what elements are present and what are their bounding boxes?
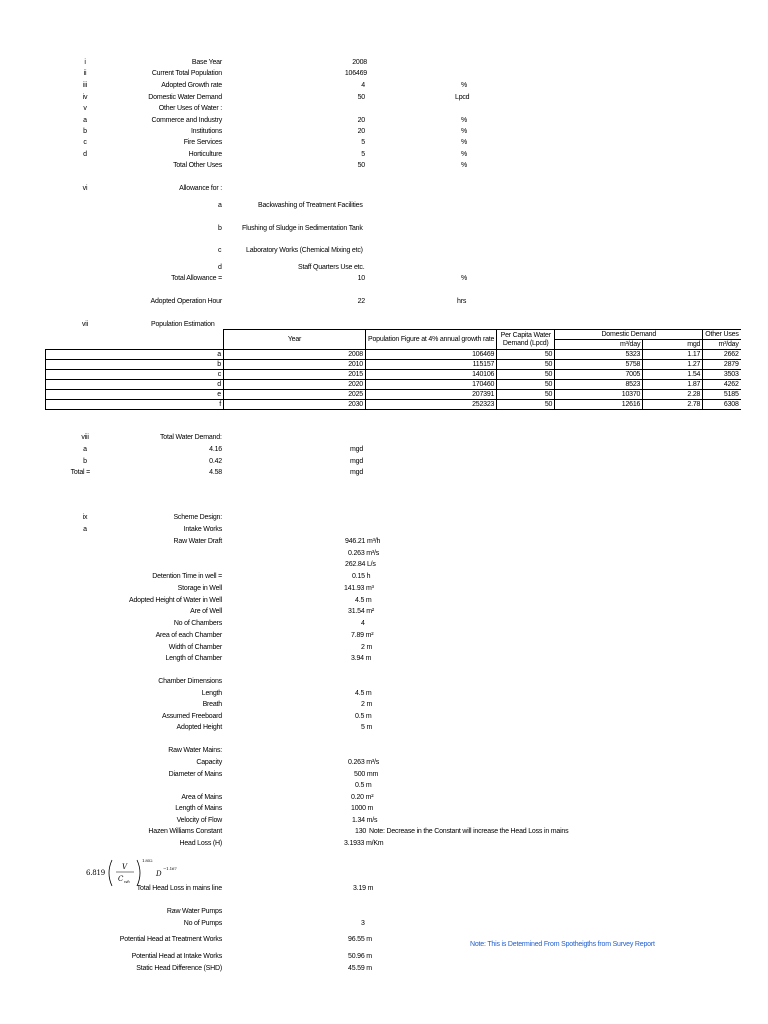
item-value: 4 — [361, 620, 365, 627]
row-key: a — [46, 350, 224, 360]
row-value: 50 — [357, 162, 365, 169]
row-label: Domestic Water Demand — [148, 94, 222, 101]
operation-hour-unit: hrs — [457, 298, 467, 305]
item-label: Length of Mains — [175, 805, 222, 812]
row-label: Current Total Population — [151, 70, 222, 77]
section-title: Scheme Design: — [173, 514, 222, 521]
m3day-cell: 7005 — [555, 370, 643, 380]
item-value: 0.5 m — [355, 782, 372, 789]
row-unit: % — [461, 128, 468, 135]
row-unit: Lpcd — [455, 94, 470, 101]
total-allowance-value: 10 — [357, 275, 365, 282]
row-number: v — [83, 105, 87, 112]
allowance-item: Flushing of Sludge in Sedimentation Tank — [242, 225, 363, 232]
population-cell: 170460 — [366, 380, 497, 390]
item-value: 4.5 m — [355, 597, 372, 604]
item-value: 262.84 L/s — [345, 561, 376, 568]
row-key: b — [83, 458, 87, 465]
m3day-cell: 5323 — [555, 350, 643, 360]
row-unit: % — [461, 82, 468, 89]
demand-value: 0.42 — [209, 458, 222, 465]
header-year: Year — [224, 330, 366, 350]
row-label: Institutions — [190, 128, 222, 135]
item-value: 946.21 m³/h — [345, 538, 381, 545]
item-value: 0.263 m³/s — [348, 759, 380, 766]
item-value: 7.89 m² — [351, 632, 374, 639]
item-label: Width of Chamber — [168, 644, 222, 651]
other-cell: 3503 — [703, 370, 741, 380]
section-title: Allowance for : — [179, 185, 222, 192]
table-row — [46, 380, 741, 390]
row-key: e — [46, 390, 224, 400]
item-label: Area of each Chamber — [155, 632, 222, 639]
per-capita-cell: 50 — [497, 360, 555, 370]
demand-value: 4.16 — [209, 446, 222, 453]
row-label: Other Uses of Water : — [158, 105, 222, 112]
mgd-cell: 1.87 — [643, 380, 703, 390]
row-number: ix — [82, 514, 88, 521]
subsection-title: Intake Works — [183, 526, 222, 533]
demand-value: 4.58 — [209, 469, 222, 476]
item-label: Length — [201, 690, 222, 697]
item-label: Hazen Williams Constant — [148, 828, 222, 835]
demand-unit: mgd — [350, 458, 364, 465]
other-cell: 6308 — [703, 400, 741, 410]
survey-note: Note: This is Determined From Spotheigths from Survey Report — [470, 941, 655, 948]
row-unit: % — [461, 151, 468, 158]
row-number: b — [218, 225, 222, 232]
table-row — [46, 350, 741, 360]
item-value: 2 m — [361, 644, 373, 651]
row-number: ii — [83, 70, 87, 77]
header-other-uses: Other Uses — [703, 330, 741, 340]
row-key: d — [46, 380, 224, 390]
row-value: 5 — [361, 151, 365, 158]
per-capita-cell: 50 — [497, 380, 555, 390]
mgd-cell: 2.28 — [643, 390, 703, 400]
row-key: f — [46, 400, 224, 410]
m3day-cell: 10370 — [555, 390, 643, 400]
total-allowance-unit: % — [461, 275, 468, 282]
item-value: 3 — [361, 920, 365, 927]
m3day-cell: 12616 — [555, 400, 643, 410]
section-title: Total Water Demand: — [160, 434, 222, 441]
year-cell: 2008 — [224, 350, 366, 360]
formula-exponent: 1.852 — [142, 858, 153, 863]
row-label: Commerce and Industry — [151, 117, 222, 124]
year-cell: 2015 — [224, 370, 366, 380]
row-key: Total = — [70, 469, 90, 476]
row-key: a — [83, 526, 87, 533]
table-row — [46, 360, 741, 370]
item-label: Storage in Well — [177, 585, 222, 592]
item-value: 0.5 m — [355, 713, 372, 720]
item-label: Assumed Freeboard — [161, 713, 222, 720]
item-value: 0.20 m² — [351, 794, 374, 801]
item-label: No of Chambers — [173, 620, 222, 627]
per-capita-cell: 50 — [497, 350, 555, 360]
item-label: No of Pumps — [183, 920, 222, 927]
formula-denominator: C — [118, 875, 124, 883]
item-label: Diameter of Mains — [168, 771, 222, 778]
row-number: b — [83, 128, 87, 135]
item-label: Area of Mains — [181, 794, 222, 801]
operation-hour-label: Adopted Operation Hour — [150, 298, 222, 305]
item-value: 50.96 m — [348, 953, 372, 960]
row-value: 50 — [357, 94, 365, 101]
row-value: 5 — [361, 139, 365, 146]
item-label: Breath — [202, 701, 222, 708]
item-value: 3.94 m — [351, 655, 372, 662]
header-m3day: m³/day — [555, 340, 643, 350]
item-value: 130 — [355, 828, 367, 835]
item-label: Adopted Height — [176, 724, 222, 731]
population-cell: 140106 — [366, 370, 497, 380]
item-value: 45.59 m — [348, 965, 372, 972]
population-table — [45, 329, 741, 410]
operation-hour-value: 22 — [357, 298, 365, 305]
year-cell: 2020 — [224, 380, 366, 390]
other-cell: 2662 — [703, 350, 741, 360]
other-cell: 2879 — [703, 360, 741, 370]
total-allowance-label: Total Allowance = — [171, 275, 222, 282]
mgd-cell: 1.17 — [643, 350, 703, 360]
row-label: Adopted Growth rate — [161, 82, 222, 89]
row-number: i — [84, 59, 86, 66]
row-key: b — [46, 360, 224, 370]
total-head-loss-value: 3.19 m — [353, 885, 374, 892]
item-value: 31.54 m² — [348, 608, 375, 615]
year-cell: 2025 — [224, 390, 366, 400]
m3day-cell: 8523 — [555, 380, 643, 390]
header-mgd: mgd — [643, 340, 703, 350]
table-row — [46, 400, 741, 410]
per-capita-cell: 50 — [497, 390, 555, 400]
row-number: viii — [81, 434, 89, 441]
item-label: Static Head Difference (SHD) — [136, 965, 222, 972]
item-label: Potential Head at Treatment Works — [119, 936, 222, 943]
item-value: 1.34 m/s — [352, 817, 378, 824]
item-label: Raw Water Draft — [173, 538, 222, 545]
mgd-cell: 1.54 — [643, 370, 703, 380]
item-label: Potential Head at Intake Works — [131, 953, 222, 960]
formula-exponent: −1.167 — [163, 866, 177, 871]
header-other-m3day: m³/day — [703, 340, 741, 350]
pumps-title: Raw Water Pumps — [166, 908, 222, 915]
header-per-capita: Per Capita Water Demand (Lpcd) — [497, 330, 555, 350]
row-unit: % — [461, 139, 468, 146]
table-row — [46, 370, 741, 380]
row-key: a — [83, 446, 87, 453]
population-cell: 115157 — [366, 360, 497, 370]
item-value: 500 mm — [354, 771, 379, 778]
row-number: d — [83, 151, 87, 158]
mgd-cell: 1.27 — [643, 360, 703, 370]
demand-unit: mgd — [350, 469, 364, 476]
row-value: 4 — [361, 82, 365, 89]
item-value: 2 m — [361, 701, 373, 708]
header-domestic: Domestic Demand — [555, 330, 703, 340]
row-label: Horticulture — [188, 151, 222, 158]
formula-numerator: V — [122, 863, 127, 871]
item-value: 0.263 m³/s — [348, 550, 380, 557]
item-label: Are of Well — [190, 608, 222, 615]
year-cell: 2030 — [224, 400, 366, 410]
per-capita-cell: 50 — [497, 370, 555, 380]
item-value: 1000 m — [351, 805, 374, 812]
population-cell: 106469 — [366, 350, 497, 360]
other-cell: 4262 — [703, 380, 741, 390]
item-label: Capacity — [196, 759, 222, 766]
demand-unit: mgd — [350, 446, 364, 453]
item-value: 141.93 m³ — [344, 585, 374, 592]
row-value: 20 — [357, 128, 365, 135]
item-value: 4.5 m — [355, 690, 372, 697]
other-cell: 5185 — [703, 390, 741, 400]
row-number: c — [83, 139, 87, 146]
allowance-item: Staff Quarters Use etc. — [298, 264, 365, 271]
row-number: d — [218, 264, 222, 271]
row-number: iii — [82, 82, 88, 89]
allowance-item: Laboratory Works (Chemical Mixing etc) — [246, 247, 363, 254]
row-number: iv — [82, 94, 88, 101]
chamber-title: Chamber Dimensions — [158, 678, 222, 685]
item-label: Length of Chamber — [165, 655, 222, 662]
population-cell: 207391 — [366, 390, 497, 400]
row-label: Total Other Uses — [173, 162, 222, 169]
m3day-cell: 5758 — [555, 360, 643, 370]
row-number: a — [83, 117, 87, 124]
table-row — [46, 390, 741, 400]
row-number: c — [218, 247, 222, 254]
row-number: vii — [81, 321, 88, 328]
item-label: Velocity of Flow — [176, 817, 222, 824]
total-head-loss-label: Total Head Loss in mains line — [136, 885, 222, 892]
item-label: Head Loss (H) — [179, 840, 222, 847]
per-capita-cell: 50 — [497, 400, 555, 410]
item-value: 5 m — [361, 724, 373, 731]
item-label: Detention Time in well = — [152, 573, 222, 580]
formula-diameter: D — [156, 870, 162, 878]
row-label: Fire Services — [183, 139, 222, 146]
row-value: 106469 — [344, 70, 367, 77]
row-number: vi — [82, 185, 88, 192]
item-value: 96.55 m — [348, 936, 372, 943]
hazen-note: Note: Decrease in the Constant will increase the Head Loss in mains — [369, 828, 569, 835]
population-cell: 252323 — [366, 400, 497, 410]
row-value: 20 — [357, 117, 365, 124]
year-cell: 2010 — [224, 360, 366, 370]
row-key: c — [46, 370, 224, 380]
row-unit: % — [461, 162, 468, 169]
item-value: 0.15 h — [352, 573, 371, 580]
allowance-item: Backwashing of Treatment Facilities — [258, 202, 363, 209]
header-population: Population Figure at 4% annual growth rate — [366, 330, 497, 350]
mains-title: Raw Water Mains: — [168, 747, 222, 754]
section-title: Population Estimation — [151, 321, 215, 328]
formula-coefficient: 6.819 — [86, 869, 106, 877]
row-unit: % — [461, 117, 468, 124]
formula-subscript: wh — [124, 879, 130, 884]
row-number: a — [218, 202, 222, 209]
item-value: 3.1933 m/Km — [344, 840, 384, 847]
mgd-cell: 2.78 — [643, 400, 703, 410]
row-value: 2008 — [352, 59, 367, 66]
row-label: Base Year — [191, 59, 222, 66]
item-label: Adopted Height of Water in Well — [128, 597, 222, 604]
